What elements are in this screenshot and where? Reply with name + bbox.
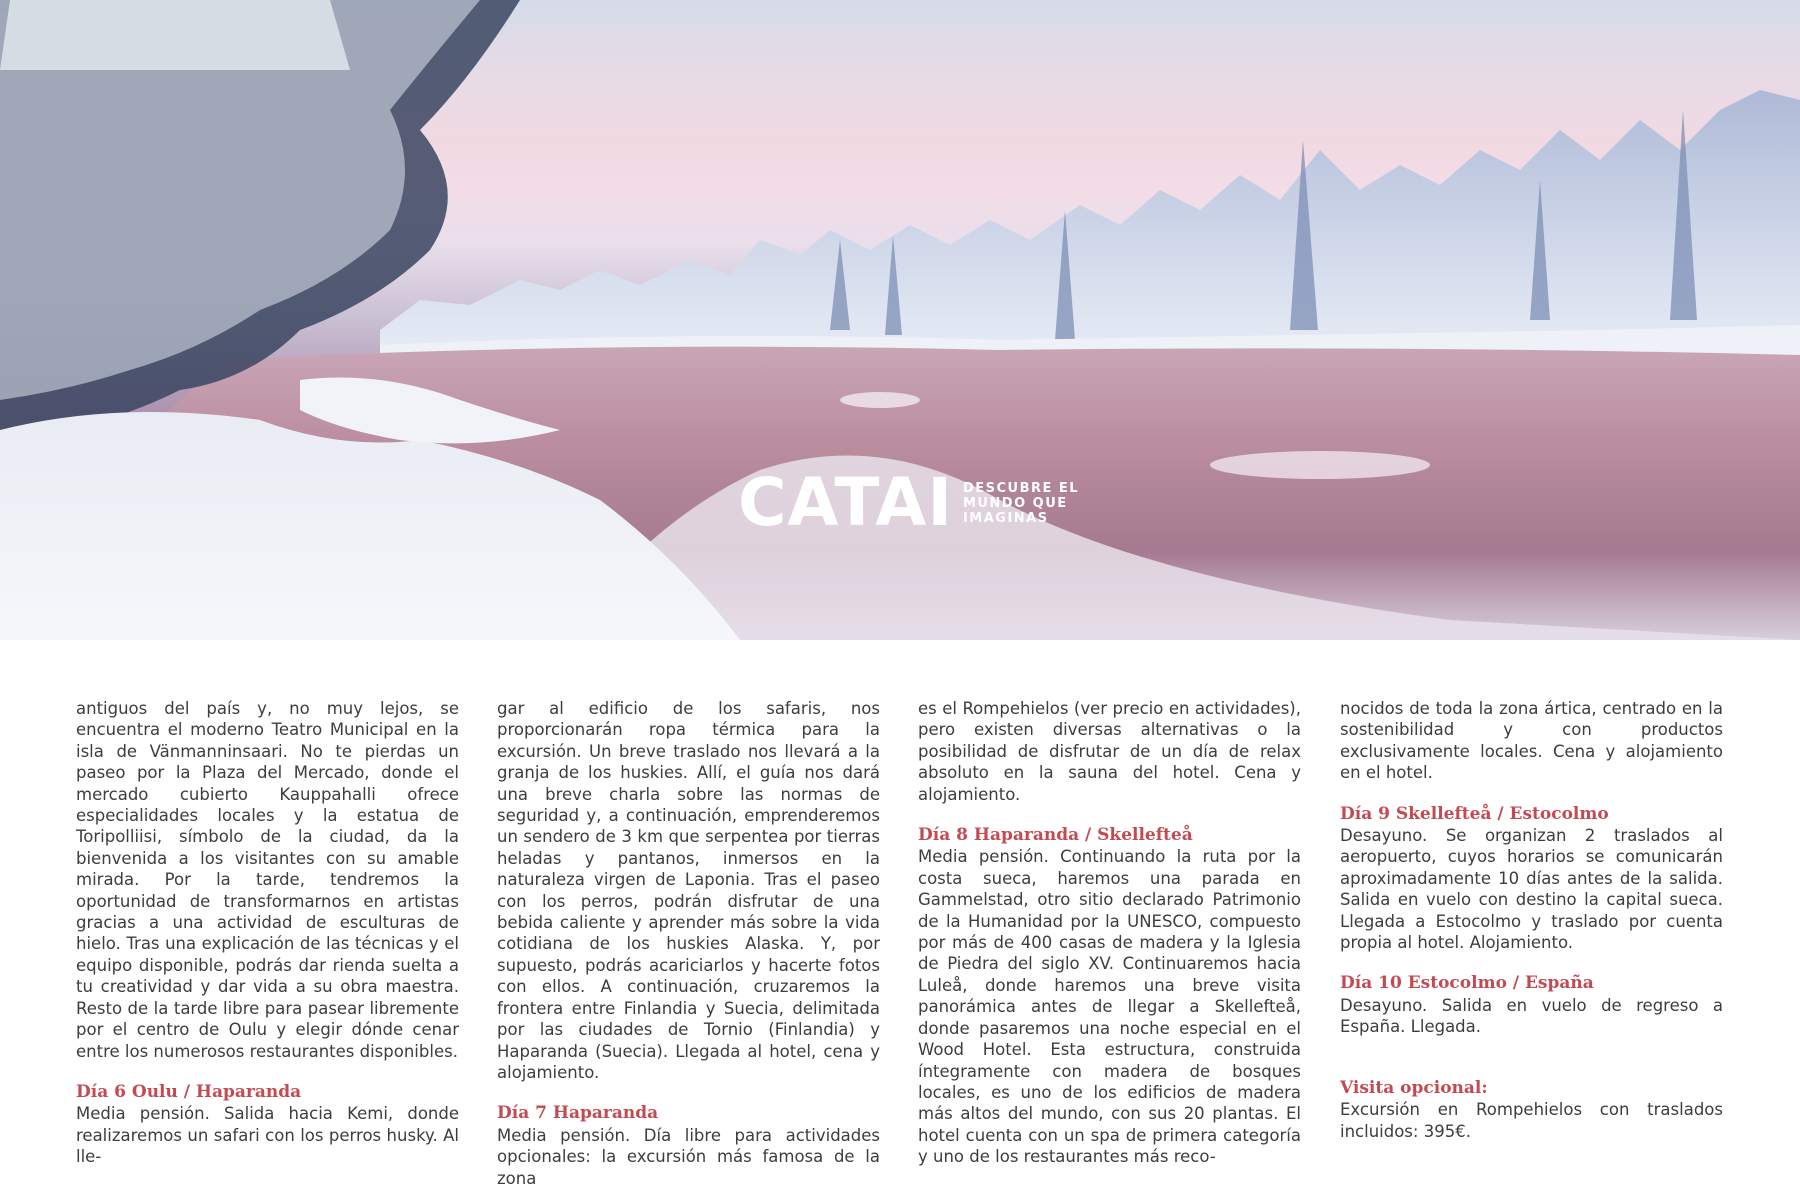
day-title: Día 7 Haparanda (497, 1103, 659, 1124)
body-paragraph: nocidos de toda la zona ártica, centrado en la sostenibilidad y con productos exclusivamente locales. Cena y alojamiento en el hotel. (1340, 699, 1723, 783)
decorative-tab (0, 0, 350, 70)
tagline-line: MUNDO QUE (962, 495, 1068, 511)
brand-logo (738, 464, 1080, 541)
text-column-2 (497, 698, 880, 1189)
day-title: Día 6 Oulu / Haparanda (76, 1081, 302, 1102)
brand-name: CATAI (738, 464, 953, 541)
body-paragraph: es el Rompehielos (ver precio en actividades), pero existen diversas alternativas o la posibilidad de disfrutar de un día de relax absoluto en la sauna del hotel. Cena y alojamiento. (918, 699, 1301, 804)
body-paragraph: gar al edificio de los safaris, nos proporcionarán ropa térmica para la excursión. Un breve traslado nos llevará a la granja de los huskies. Allí, el guía nos dará una breve charla sobre las normas de seguridad y, a continuación, emprenderemos un sendero de 3 km que serpentea por tierras heladas y pantanos, inmersos en la naturaleza virgen de Laponia. Tras el paseo con los perros, podrán disfrutar de una bebida caliente y aprender más sobre la vida cotidiana de los huskies Alaska. Y, por supuesto, podrás acariciarlos y hacerte fotos con ellos. A continuación, cruzaremos la frontera entre Finlandia y Suecia, delimitada por las ciudades de Tornio (Finlandia) y Haparanda (Suecia). Llegada al hotel, cena y alojamiento. (497, 699, 880, 1082)
brand-tagline (963, 481, 1079, 526)
text-column-1 (76, 698, 459, 1168)
body-paragraph: Desayuno. Se organizan 2 traslados al aeropuerto, cuyos horarios se comunicarán aproximadamente 10 días antes de la salida. Salida en vuelo con destino la capital sueca. Llegada a Estocolmo y traslado por cuenta propia al hotel. Alojamiento. (1340, 826, 1723, 953)
text-column-4 (1340, 698, 1723, 1142)
day-title: Día 8 Haparanda / Skellefteå (918, 825, 1193, 846)
body-paragraph: Media pensión. Continuando la ruta por la costa sueca, haremos una parada en Gammelstad, otro sitio declarado Patrimonio de la Humanidad por la UNESCO, compuesto por más de 400 casas de madera y la Iglesia de Piedra del siglo XV. Continuaremos hacia Luleå, donde haremos una breve visita panorámica antes de llegar a Skellefteå, donde pasaremos una noche especial en el Wood Hotel. Esta estructura, construida íntegramente con madera de bosques locales, es uno de los edificios de madera más altos del mundo, con sus 20 plantas. El hotel cuenta con un spa de primera categoría y uno de los restaurantes más reco- (918, 847, 1301, 1167)
body-paragraph: Excursión en Rompehielos con traslados incluidos: 395€. (1340, 1100, 1723, 1141)
body-paragraph: Media pensión. Salida hacia Kemi, donde realizaremos un safari con los perros husky. Al lle- (76, 1104, 459, 1167)
tagline-line: IMAGINAS (962, 510, 1049, 526)
optional-visit-title: Visita opcional: (1340, 1077, 1488, 1098)
body-paragraph: Media pensión. Día libre para actividades opcionales: la excursión más famosa de la zona (497, 1125, 880, 1188)
text-column-3 (918, 698, 1301, 1168)
day-title: Día 9 Skellefteå / Estocolmo (1340, 803, 1609, 824)
tagline-line: DESCUBRE EL (962, 480, 1080, 496)
day-title: Día 10 Estocolmo / España (1340, 973, 1594, 994)
body-paragraph: Desayuno. Salida en vuelo de regreso a España. Llegada. (1340, 995, 1723, 1037)
itinerary-columns (0, 698, 1800, 1188)
body-paragraph: antiguos del país y, no muy lejos, se encuentra el moderno Teatro Municipal en la isla de Vänmanninsaari. No te pierdas un paseo por la Plaza del Mercado, donde el mercado cubierto Kauppahalli ofrece especialidades locales y la estatua de Toripolliisi, símbolo de la ciudad, da la bienvenida a los visitantes con su amable mirada. Por la tarde, tendremos la oportunidad de transformarnos en artistas gracias a una actividad de esculturas de hielo. Tras una explicación de las técnicas y el equipo disponible, podrás dar rienda suelta a tu creatividad y dar vida a su obra maestra. Resto de la tarde libre para pasear libremente por el centro de Oulu y elegir dónde cenar entre los numerosos restaurantes disponibles. (76, 699, 459, 1061)
